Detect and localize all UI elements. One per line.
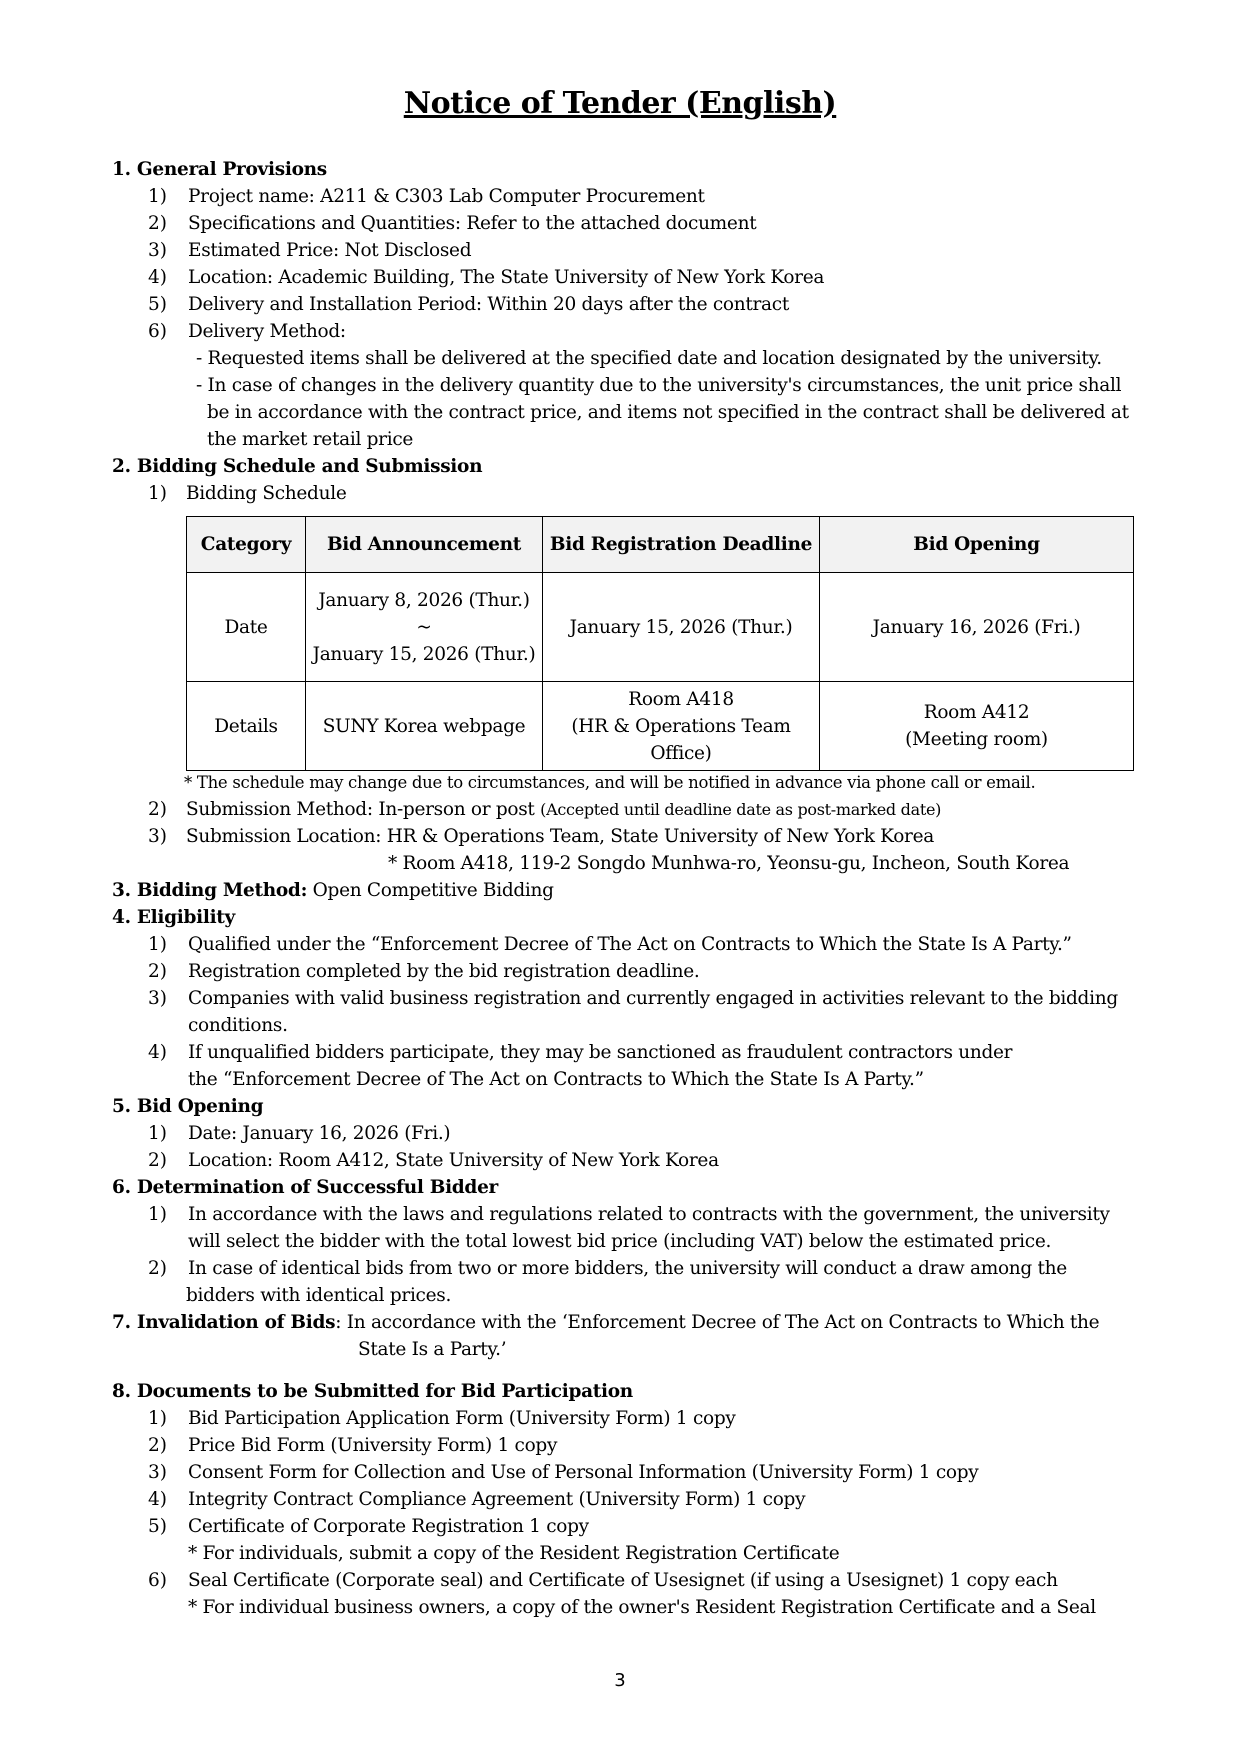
bid-opening-location: Location: Room A412, State University of New York Korea (188, 1150, 719, 1171)
document-item: Bid Participation Application Form (University Form) 1 copy (188, 1408, 736, 1429)
bidding-method-value: Open Competitive Bidding (307, 880, 554, 901)
deadline-room: Room A418 (628, 688, 734, 710)
section-heading-general-provisions: 1. General Provisions (112, 159, 327, 180)
list-number: 1) (148, 1408, 167, 1429)
table-header-bid-announcement: Bid Announcement (306, 517, 543, 573)
section-heading-bid-opening: 5. Bid Opening (112, 1096, 264, 1117)
successful-bidder-item: In case of identical bids from two or more bidders, the university will conduct a draw among the (188, 1258, 1067, 1279)
document-item: Seal Certificate (Corporate seal) and Certificate of Usesignet (if using a Usesignet) 1 copy each (188, 1570, 1058, 1591)
section-heading-eligibility: 4. Eligibility (112, 907, 235, 928)
section-invalidation (112, 1311, 1099, 1335)
document-title: Notice of Tender (English) (403, 86, 837, 121)
document-item-note: * For individual business owners, a copy of the owner's Resident Registration Certificate and a Seal (188, 1597, 1096, 1618)
list-number: 2) (148, 1150, 167, 1171)
announcement-separator: ~ (416, 616, 432, 638)
document-item-note: * For individuals, submit a copy of the Resident Registration Certificate (188, 1543, 840, 1564)
page-number: 3 (614, 1670, 626, 1691)
document-item: Integrity Contract Compliance Agreement (University Form) 1 copy (188, 1489, 806, 1510)
document-item: Consent Form for Collection and Use of Personal Information (University Form) 1 copy (188, 1462, 979, 1483)
list-item-bidding-schedule: Bidding Schedule (186, 483, 347, 504)
table-cell-deadline-details (543, 682, 820, 771)
table-cell-label: Date (187, 573, 306, 682)
delivery-note: - In case of changes in the delivery quantity due to the university's circumstances, the unit price shall (196, 375, 1122, 396)
list-number: 1) (148, 1204, 167, 1225)
bid-opening-date: Date: January 16, 2026 (Fri.) (188, 1123, 451, 1144)
list-number: 2) (148, 1258, 167, 1279)
successful-bidder-item-continued: will select the bidder with the total lowest bid price (including VAT) below the estimated price. (188, 1231, 1052, 1252)
list-item-project-name: Project name: A211 & C303 Lab Computer Procurement (188, 186, 705, 207)
invalidation-text: : In accordance with the ‘Enforcement Decree of The Act on Contracts to Which the (335, 1312, 1100, 1333)
deadline-office: (HR & Operations Team Office) (571, 715, 791, 764)
delivery-note-continued: be in accordance with the contract price, and items not specified in the contract shall be delivered at (207, 402, 1129, 423)
successful-bidder-item-continued: bidders with identical prices. (186, 1285, 452, 1306)
list-number: 3) (148, 826, 167, 847)
table-header-row (187, 517, 1134, 573)
list-number: 1) (148, 1123, 167, 1144)
submission-method-note: (Accepted until deadline date as post-marked date) (540, 800, 942, 819)
list-number: 1) (148, 483, 167, 504)
list-number: 5) (148, 294, 167, 315)
table-header-category: Category (187, 517, 306, 573)
table-row-date (187, 573, 1134, 682)
table-row-details (187, 682, 1134, 771)
eligibility-item: Qualified under the “Enforcement Decree of The Act on Contracts to Which the State Is A Party.” (188, 934, 1072, 955)
submission-address: * Room A418, 119-2 Songdo Munhwa-ro, Yeonsu-gu, Incheon, South Korea (388, 853, 1070, 874)
table-cell-announcement-period (306, 573, 543, 682)
list-number: 4) (148, 1042, 167, 1063)
section-heading-successful-bidder: 6. Determination of Successful Bidder (112, 1177, 498, 1198)
table-cell-label: Details (187, 682, 306, 771)
list-number: 3) (148, 1462, 167, 1483)
section-heading-bidding-schedule: 2. Bidding Schedule and Submission (112, 456, 483, 477)
opening-room-type: (Meeting room) (905, 729, 1048, 750)
list-number: 3) (148, 988, 167, 1009)
table-cell-announcement-details: SUNY Korea webpage (306, 682, 543, 771)
list-number: 5) (148, 1516, 167, 1537)
section-heading-documents: 8. Documents to be Submitted for Bid Participation (112, 1381, 633, 1402)
table-cell-opening-details (820, 682, 1134, 771)
invalidation-text-continued: State Is a Party.’ (358, 1339, 507, 1360)
list-number: 4) (148, 267, 167, 288)
list-item-submission-location: Submission Location: HR & Operations Team, State University of New York Korea (186, 826, 934, 847)
list-item-delivery-method: Delivery Method: (188, 321, 346, 342)
submission-method-text: Submission Method: In-person or post (186, 799, 535, 820)
list-number: 1) (148, 934, 167, 955)
eligibility-item: Companies with valid business registration and currently engaged in activities relevant to the bidding (188, 988, 1118, 1009)
successful-bidder-item: In accordance with the laws and regulations related to contracts with the government, the university (188, 1204, 1110, 1225)
list-item-submission-method (186, 798, 941, 822)
list-number: 2) (148, 799, 167, 820)
list-number: 4) (148, 1489, 167, 1510)
eligibility-item: Registration completed by the bid registration deadline. (188, 961, 700, 982)
section-bidding-method (112, 879, 554, 903)
section-heading-invalidation: 7. Invalidation of Bids (112, 1312, 336, 1333)
list-number: 6) (148, 1570, 167, 1591)
list-number: 2) (148, 1435, 167, 1456)
table-cell-opening-date: January 16, 2026 (Fri.) (820, 573, 1134, 682)
table-header-bid-opening: Bid Opening (820, 517, 1134, 573)
table-cell-deadline-date: January 15, 2026 (Thur.) (543, 573, 820, 682)
delivery-note: - Requested items shall be delivered at the specified date and location designated by the university. (196, 348, 1102, 369)
list-item-specifications: Specifications and Quantities: Refer to the attached document (188, 213, 757, 234)
eligibility-item-continued: conditions. (188, 1015, 288, 1036)
list-item-delivery-period: Delivery and Installation Period: Within 20 days after the contract (188, 294, 789, 315)
list-number: 6) (148, 321, 167, 342)
schedule-note: * The schedule may change due to circumstances, and will be notified in advance via phone call or email. (184, 773, 1036, 792)
document-item: Price Bid Form (University Form) 1 copy (188, 1435, 558, 1456)
announcement-end: January 15, 2026 (Thur.) (312, 643, 536, 665)
opening-room: Room A412 (923, 702, 1030, 723)
section-heading-bidding-method: 3. Bidding Method: (112, 880, 308, 901)
document-item: Certificate of Corporate Registration 1 copy (188, 1516, 589, 1537)
list-item-location: Location: Academic Building, The State University of New York Korea (188, 267, 825, 288)
list-number: 1) (148, 186, 167, 207)
list-number: 2) (148, 213, 167, 234)
table-header-registration-deadline: Bid Registration Deadline (543, 517, 820, 573)
list-number: 2) (148, 961, 167, 982)
eligibility-item-continued: the “Enforcement Decree of The Act on Contracts to Which the State Is A Party.” (188, 1069, 924, 1090)
bidding-schedule-table (186, 516, 1134, 771)
eligibility-item: If unqualified bidders participate, they may be sanctioned as fraudulent contractors under (188, 1042, 1013, 1063)
list-number: 3) (148, 240, 167, 261)
delivery-note-continued: the market retail price (207, 429, 414, 450)
list-item-estimated-price: Estimated Price: Not Disclosed (188, 240, 472, 261)
announcement-start: January 8, 2026 (Thur.) (318, 589, 530, 611)
